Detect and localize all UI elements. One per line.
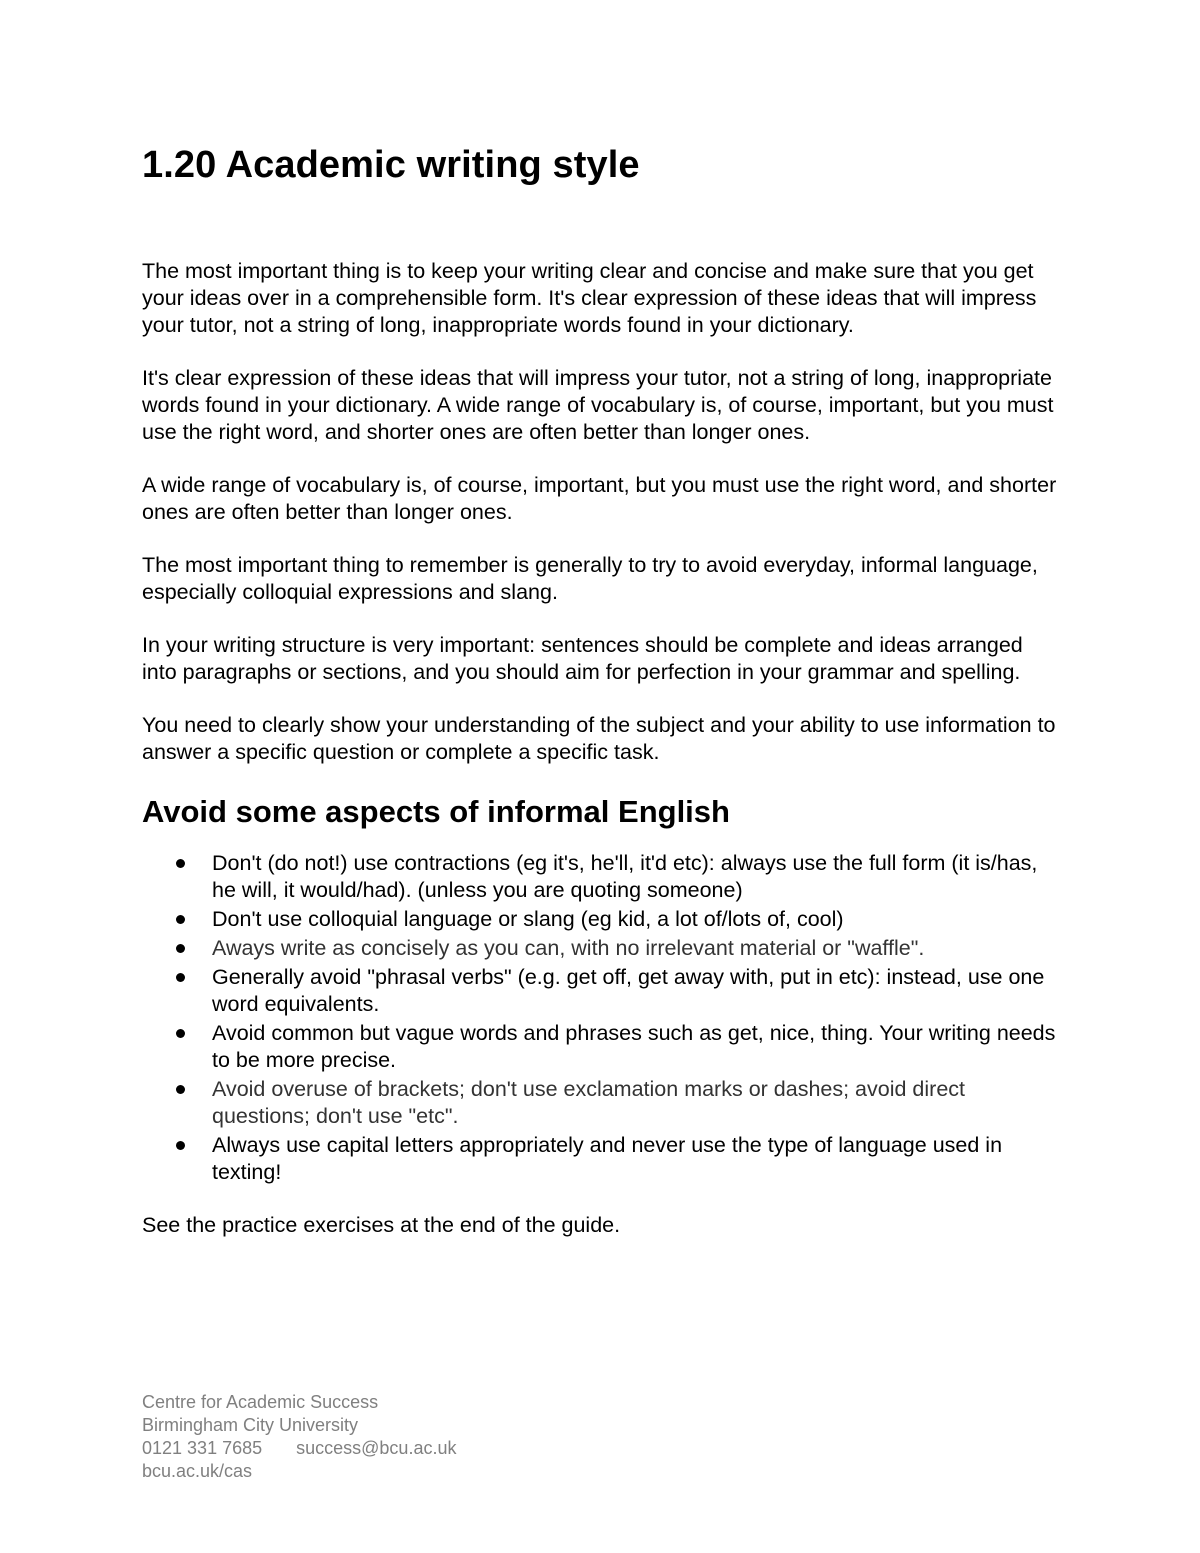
list-item <box>142 964 1062 1018</box>
footer-website[interactable]: bcu.ac.uk/cas <box>142 1461 253 1481</box>
bullet-icon <box>176 1029 185 1038</box>
list-item-text: Don't (do not!) use contractions (eg it's, he'll, it'd etc): always use the full form (it is/has, he will, it would/had). (unless you are quoting someone) <box>212 851 1038 902</box>
section-heading: Avoid some aspects of informal English <box>142 794 730 829</box>
list-item-text: Aways write as concisely as you can, with no irrelevant material or "waffle". <box>212 936 925 960</box>
list-item-text: Always use capital letters appropriately and never use the type of language used in texting! <box>212 1133 1003 1184</box>
paragraph: A wide range of vocabulary is, of course, important, but you must use the right word, and shorter ones are often better than longer ones. <box>142 473 1057 524</box>
bullet-icon <box>176 1085 185 1094</box>
document-body <box>142 258 1062 1265</box>
footer-email[interactable]: success@bcu.ac.uk <box>296 1438 457 1458</box>
page-footer <box>142 1391 456 1483</box>
footer-university: Birmingham City University <box>142 1415 359 1435</box>
paragraph: It's clear expression of these ideas that will impress your tutor, not a string of long, inappropriate words found in your dictionary. A wide range of vocabulary is, of course, important, but you must use the right word, and shorter ones are often better than longer ones. <box>142 366 1054 444</box>
paragraph: You need to clearly show your understanding of the subject and your ability to use information to answer a specific question or complete a specific task. <box>142 713 1056 764</box>
footer-contact <box>142 1437 456 1460</box>
list-item-text: Avoid common but vague words and phrases such as get, nice, thing. Your writing needs to be more precise. <box>212 1021 1056 1072</box>
page-title: 1.20 Academic writing style <box>142 144 640 186</box>
list-item-text: Avoid overuse of brackets; don't use exclamation marks or dashes; avoid direct questions; don't use "etc". <box>212 1077 966 1128</box>
list-item <box>142 850 1062 904</box>
bullet-icon <box>176 1141 185 1150</box>
footer-org: Centre for Academic Success <box>142 1392 379 1412</box>
paragraph: The most important thing to remember is generally to try to avoid everyday, informal language, especially colloquial expressions and slang. <box>142 553 1038 604</box>
list-item <box>142 1132 1062 1186</box>
list-item-text: Generally avoid "phrasal verbs" (e.g. get off, get away with, put in etc): instead, use one word equivalents. <box>212 965 1045 1016</box>
paragraph: In your writing structure is very important: sentences should be complete and ideas arranged into paragraphs or sections, and you should aim for perfection in your grammar and spelling. <box>142 633 1023 684</box>
bullet-icon <box>176 859 185 868</box>
bullet-list <box>142 850 1062 1186</box>
list-item <box>142 1076 1062 1130</box>
paragraph: The most important thing is to keep your writing clear and concise and make sure that you get your ideas over in a comprehensible form. It's clear expression of these ideas that will impress your tutor, not a string of long, inappropriate words found in your dictionary. <box>142 259 1037 337</box>
list-item <box>142 906 1062 933</box>
closing-paragraph: See the practice exercises at the end of the guide. <box>142 1213 621 1237</box>
list-item-text: Don't use colloquial language or slang (eg kid, a lot of/lots of, cool) <box>212 907 844 931</box>
footer-phone: 0121 331 7685 <box>142 1438 263 1458</box>
list-item <box>142 935 1062 962</box>
bullet-icon <box>176 973 185 982</box>
list-item <box>142 1020 1062 1074</box>
bullet-icon <box>176 915 185 924</box>
bullet-icon <box>176 944 185 953</box>
